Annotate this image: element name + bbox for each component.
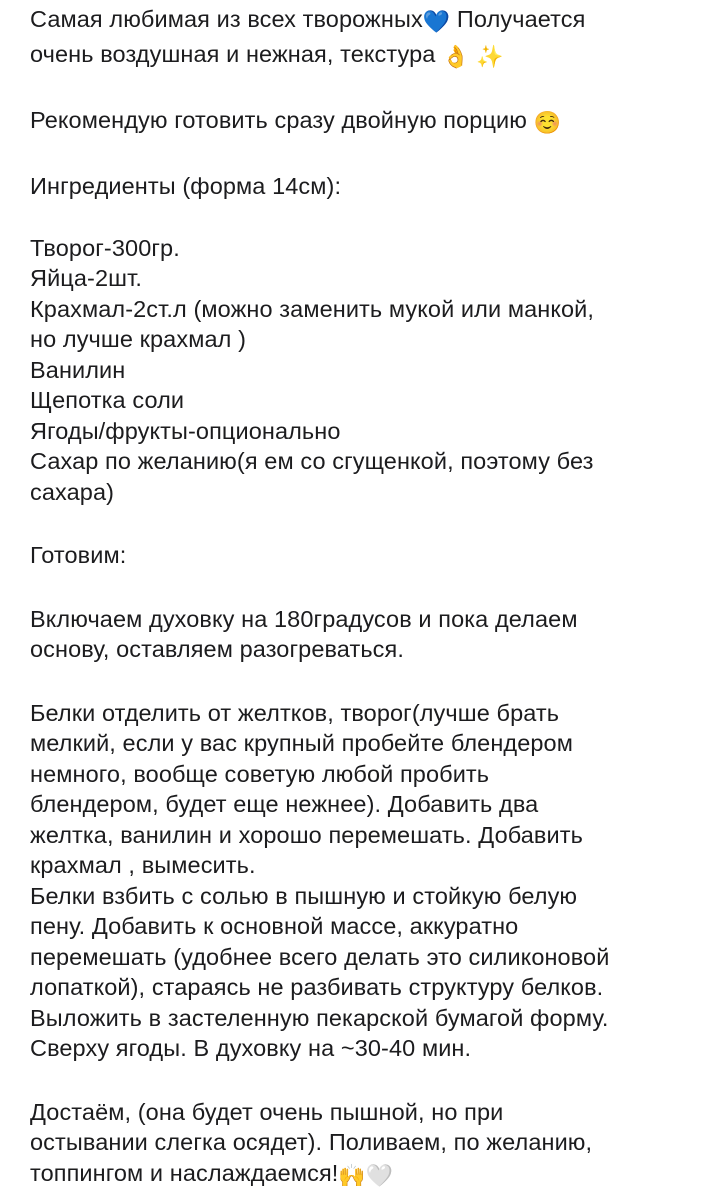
blue-heart-icon: 💙 <box>422 10 451 35</box>
ok-hand-icon: 👌 <box>442 44 470 70</box>
recommend-line: Рекомендую готовить сразу двойную порцию ☺️ <box>30 105 701 140</box>
step-line: Белки взбить с солью в пышную и стойкую белую <box>30 882 578 909</box>
smiling-face-icon: ☺️ <box>533 110 562 136</box>
white-heart-icon: 🤍 <box>365 1163 394 1189</box>
step-line: Сверху ягоды. В духовку на ~30-40 мин. <box>30 1035 472 1061</box>
sparkles-icon: ✨ <box>476 44 504 70</box>
step-line: перемешать (удобнее всего делать это силиконовой <box>30 943 610 970</box>
ingredient-line: Сахар по желанию(я ем со сгущенкой, поэтому без <box>30 448 594 474</box>
intro-line-1: Самая любимая из всех творожных💙 Получается <box>30 4 701 39</box>
step-line: пену. Добавить к основной массе, аккуратно <box>30 913 519 939</box>
ingredient-line: сахара) <box>30 478 115 505</box>
step-line: Белки отделить от желтков, творог(лучше брать <box>30 699 560 726</box>
final-line: остывании слегка осядет). Поливаем, по желанию, <box>30 1129 593 1155</box>
ingredient-line: Щепотка соли <box>30 387 185 413</box>
step-line: лопаткой), стараясь не разбивать структуру белков. <box>30 974 604 1000</box>
step-line: Выложить в застеленную пекарской бумагой форму. <box>30 1004 609 1031</box>
final-line-last: топпингом и наслаждаемся!🙌🤍 <box>30 1158 701 1193</box>
ingredient-line: Ягоды/фрукты-опционально <box>30 417 341 444</box>
ingredient-line: Яйца-2шт. <box>30 265 142 291</box>
step-line: немного, вообще советую любой пробить <box>30 760 490 787</box>
ingredient-line: Крахмал-2ст.л (можно заменить мукой или манкой, <box>30 295 594 322</box>
ingredients-heading: Ингредиенты (форма 14см): <box>30 172 342 199</box>
raised-hands-icon: 🙌 <box>338 1163 366 1189</box>
oven-line: основу, оставляем разогреваться. <box>30 636 404 662</box>
ingredient-line: Ванилин <box>30 356 126 383</box>
step-line: мелкий, если у вас крупный пробейте блендером <box>30 730 573 756</box>
step-line: крахмал , вымесить. <box>30 852 256 878</box>
ingredient-line: но лучше крахмал ) <box>30 326 246 352</box>
intro-line-2: очень воздушная и нежная, текстура 👌 ✨ <box>30 39 701 74</box>
step-line: желтка, ванилин и хорошо перемешать. Добавить <box>30 821 583 848</box>
step-line: блендером, будет еще нежнее). Добавить два <box>30 791 539 817</box>
final-line: Достаём, (она будет очень пышной, но при <box>30 1098 504 1125</box>
method-heading: Готовим: <box>30 542 127 568</box>
oven-line: Включаем духовку на 180градусов и пока делаем <box>30 605 578 632</box>
ingredient-line: Творог-300гр. <box>30 234 180 261</box>
